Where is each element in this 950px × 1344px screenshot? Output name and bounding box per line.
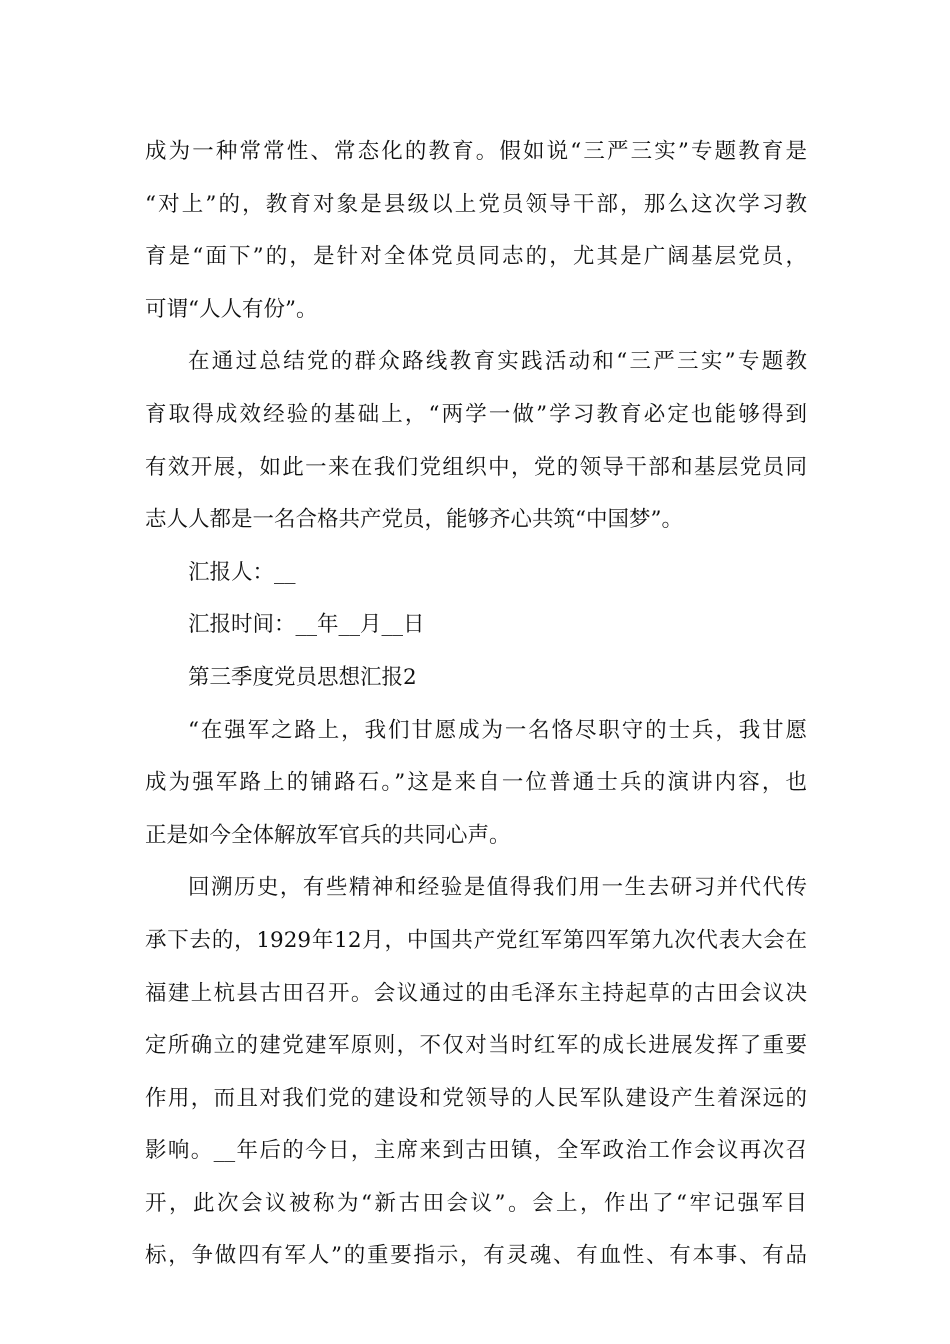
text-line: 作用，而且对我们党的建设和党领导的人民军队建设产生着深远的: [145, 1085, 807, 1111]
paragraph-1: [145, 126, 807, 336]
text-line: 育取得成效经验的基础上，“两学一做”学习教育必定也能够得到: [145, 401, 807, 427]
text-line: 标，争做四有军人”的重要指示，有灵魂、有血性、有本事、有品: [145, 1243, 807, 1269]
document-body: [145, 126, 807, 1283]
text-line: 汇报时间：__年__月__日: [188, 612, 425, 638]
text-line: 正是如今全体解放军官兵的共同心声。: [145, 822, 511, 848]
reporter-line: [145, 547, 807, 600]
text-line: 在通过总结党的群众路线教育实践活动和“三严三实”专题教: [188, 349, 807, 375]
section-title: [145, 652, 807, 705]
text-line: 定所确立的建党建军原则，不仅对当时红军的成长进展发挥了重要: [145, 1033, 807, 1059]
text-line: 福建上杭县古田召开。会议通过的由毛泽东主持起草的古田会议决: [145, 980, 807, 1006]
text-line: 开，此次会议被称为“新古田会议”。会上，作出了“牢记强军目: [145, 1190, 807, 1216]
text-line: 回溯历史，有些精神和经验是值得我们用一生去研习并代代传: [188, 875, 807, 901]
report-date-line: [145, 599, 807, 652]
text-line: 第三季度党员思想汇报2: [188, 664, 417, 690]
text-line: 成为一种常常性、常态化的教育。假如说“三严三实”专题教育是: [145, 139, 807, 164]
paragraph-2: [145, 336, 807, 546]
text-line: 承下去的，1929年12月，中国共产党红军第四军第九次代表大会在: [145, 927, 807, 953]
text-line: 志人人都是一名合格共产党员，能够齐心共筑“中国梦”。: [145, 507, 683, 533]
paragraph-quote: [145, 705, 807, 863]
text-line: “在强军之路上，我们甘愿成为一名恪尽职守的士兵，我甘愿: [188, 717, 807, 743]
text-line: “对上”的，教育对象是县级以上党员领导干部，那么这次学习教: [145, 191, 807, 217]
text-line: 成为强军路上的铺路石。”这是来自一位普通士兵的演讲内容，也: [145, 770, 807, 796]
text-line: 可谓“人人有份”。: [145, 296, 318, 322]
text-line: 影响。__年后的今日，主席来到古田镇，全军政治工作会议再次召: [145, 1138, 807, 1164]
text-line: 有效开展，如此一来在我们党组织中，党的领导干部和基层党员同: [145, 454, 807, 480]
text-line: 汇报人：__: [188, 559, 296, 585]
paragraph-history: [145, 862, 807, 1283]
text-line: 育是“面下”的，是针对全体党员同志的，尤其是广阔基层党员，: [145, 244, 807, 270]
